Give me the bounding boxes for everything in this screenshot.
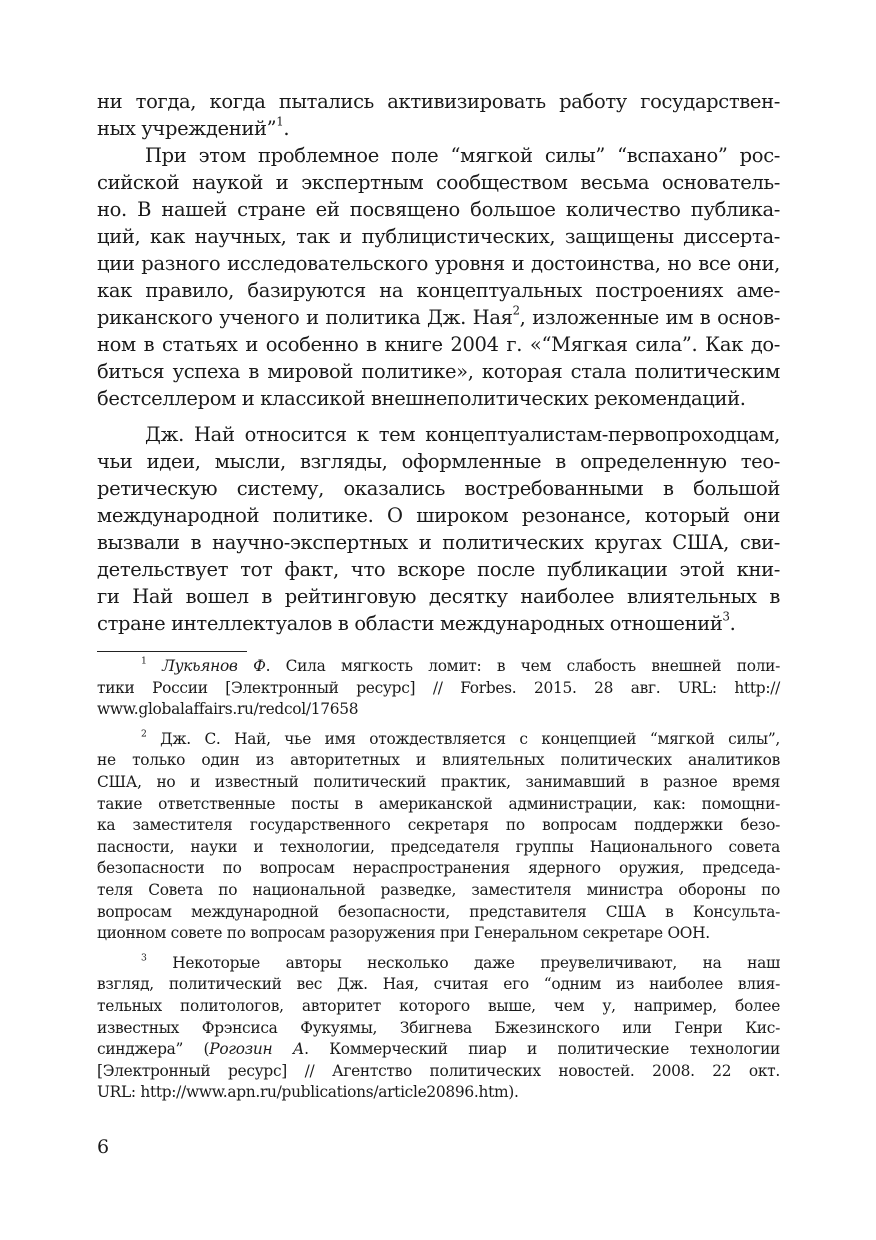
text-line — [97, 196, 780, 223]
text-segment: Дж. С. Най, чье имя отождествляется с концепцией “мягкой силы”, — [146, 729, 780, 748]
text-line — [97, 1061, 780, 1083]
text-segment: пасности, науки и технологии, председателя группы Национального совета — [97, 837, 780, 856]
text-line — [97, 277, 780, 304]
text-segment: но. В нашей стране ей посвящено большое количество публика- — [97, 198, 780, 221]
text-line — [97, 902, 780, 924]
text-segment: ни тогда, когда пытались активизировать работу государствен- — [97, 90, 780, 113]
paragraph — [97, 142, 780, 412]
text-segment: . Коммерческий пиар и политические технологии — [304, 1040, 780, 1059]
text-line — [97, 729, 780, 751]
footnote-ref: 3 — [722, 609, 730, 624]
text-line — [97, 304, 780, 331]
text-segment: сийской наукой и экспертным сообществом весьма основатель- — [97, 171, 780, 194]
text-line — [97, 750, 780, 772]
text-line — [97, 502, 780, 529]
text-segment: биться успеха в мировой политике», которая стала политическим — [97, 360, 780, 383]
text-line — [97, 169, 780, 196]
paragraph — [97, 421, 780, 637]
text-segment: чьи идеи, мысли, взгляды, оформленные в определенную тео- — [97, 450, 780, 473]
text-line — [97, 385, 780, 412]
text-line — [97, 142, 780, 169]
text-segment: теля Совета по национальной разведке, заместителя министра обороны по — [97, 880, 780, 899]
text-line — [97, 421, 780, 448]
text-line — [97, 923, 780, 945]
text-line — [97, 794, 780, 816]
author-name: Лукьянов Ф — [162, 657, 266, 675]
paragraph — [97, 88, 780, 142]
text-line — [97, 88, 780, 115]
text-line — [97, 858, 780, 880]
text-segment: международной политике. О широком резонансе, который они — [97, 504, 780, 527]
text-segment: стране интеллектуалов в области международных отношений — [97, 612, 723, 635]
text-line — [97, 115, 780, 142]
author-name: Рогозин А — [209, 1040, 305, 1059]
text-segment: такие ответственные посты в американской администрации, как: помощни- — [97, 794, 780, 813]
page-number: 6 — [97, 1136, 110, 1158]
text-line — [97, 1039, 780, 1061]
text-line — [97, 1018, 780, 1040]
text-line — [97, 880, 780, 902]
text-segment: тики России [Электронный ресурс] // Forbes. 2015. 28 авг. URL: http:// — [97, 678, 780, 697]
footnote — [97, 656, 780, 721]
text-segment: ционном совете по вопросам разоружения при Генеральном секретаре ООН. — [97, 924, 710, 943]
text-segment: ций, как научных, так и публицистических, защищены диссерта- — [97, 225, 780, 248]
text-segment: [Электронный ресурс] // Агентство политических новостей. 2008. 22 окт. — [97, 1061, 780, 1080]
text-segment: При этом проблемное поле “мягкой силы” “вспахано” рос- — [145, 144, 780, 167]
text-segment: ном в статьях и особенно в книге 2004 г. «“Мягкая сила”. Как до- — [97, 333, 780, 356]
text-segment: . — [729, 612, 736, 635]
text-segment: США, но и известный политический практик, занимавший в разное время — [97, 772, 780, 791]
footnote-ref: 2 — [141, 728, 147, 740]
text-segment: Некоторые авторы несколько даже преувеличивают, на наш — [146, 953, 780, 972]
text-segment: вызвали в научно-экспертных и политических кругах США, сви- — [97, 531, 780, 554]
text-segment: риканского ученого и политика Дж. Ная — [97, 306, 513, 329]
footnote-ref: 1 — [276, 114, 284, 129]
text-segment — [147, 657, 163, 675]
text-segment: известных Фрэнсиса Фукуямы, Збигнева Бжезинского или Генри Кис- — [97, 1018, 780, 1037]
text-segment: URL: http://www.apn.ru/publications/article20896.htm). — [97, 1083, 519, 1102]
footnote — [97, 953, 780, 1104]
text-segment: не только один из авторитетных и влиятельных политических аналитиков — [97, 751, 780, 770]
text-segment: www.globalaffairs.ru/redcol/17658 — [97, 700, 359, 719]
footnote-ref: 1 — [141, 655, 147, 667]
text-segment: , изложенные им в основ- — [519, 306, 780, 329]
text-line — [97, 331, 780, 358]
text-line — [97, 475, 780, 502]
text-line — [97, 678, 780, 700]
text-segment: ка заместителя государственного секретаря по вопросам поддержки безо- — [97, 816, 780, 835]
footnote-ref: 2 — [512, 303, 520, 318]
text-segment: . — [283, 117, 290, 140]
text-line — [97, 656, 780, 678]
text-segment: ретическую систему, оказались востребованными в большой — [97, 477, 780, 500]
text-line — [97, 610, 780, 637]
footnotes — [97, 656, 780, 1104]
text-segment: взгляд, политический вес Дж. Ная, считая его “одним из наиболее влия- — [97, 975, 780, 994]
footnote-separator — [97, 651, 247, 652]
text-line — [97, 772, 780, 794]
text-segment: синджера” ( — [97, 1040, 210, 1059]
text-segment: безопасности по вопросам нераспространения ядерного оружия, председа- — [97, 859, 780, 878]
text-line — [97, 699, 780, 721]
text-line — [97, 837, 780, 859]
text-line — [97, 556, 780, 583]
text-line — [97, 250, 780, 277]
text-line — [97, 815, 780, 837]
text-line — [97, 953, 780, 975]
footnote — [97, 729, 780, 945]
text-segment: . Сила мягкость ломит: в чем слабость внешней поли- — [265, 657, 781, 675]
text-segment: вопросам международной безопасности, представителя США в Консульта- — [97, 902, 780, 921]
footnote-ref: 3 — [141, 952, 147, 964]
text-line — [97, 583, 780, 610]
text-segment: тельных политологов, авторитет которого выше, чем у, например, более — [97, 996, 780, 1015]
text-segment: детельствует тот факт, что вскоре после публикации этой кни- — [97, 558, 780, 581]
text-segment: ных учреждений” — [97, 117, 277, 140]
text-segment: как правило, базируются на концептуальных построениях аме- — [97, 279, 780, 302]
text-segment: Дж. Най относится к тем концептуалистам-первопроходцам, — [145, 423, 780, 446]
text-line — [97, 358, 780, 385]
text-line — [97, 223, 780, 250]
text-line — [97, 448, 780, 475]
text-segment: бестселлером и классикой внешнеполитических рекомендаций. — [97, 387, 746, 410]
text-segment: ции разного исследовательского уровня и достоинства, но все они, — [97, 252, 780, 275]
text-line — [97, 996, 780, 1018]
main-text — [97, 88, 780, 637]
text-segment: ги Най вошел в рейтинговую десятку наиболее влиятельных в — [97, 585, 780, 608]
text-line — [97, 1082, 780, 1104]
text-line — [97, 974, 780, 996]
text-line — [97, 529, 780, 556]
